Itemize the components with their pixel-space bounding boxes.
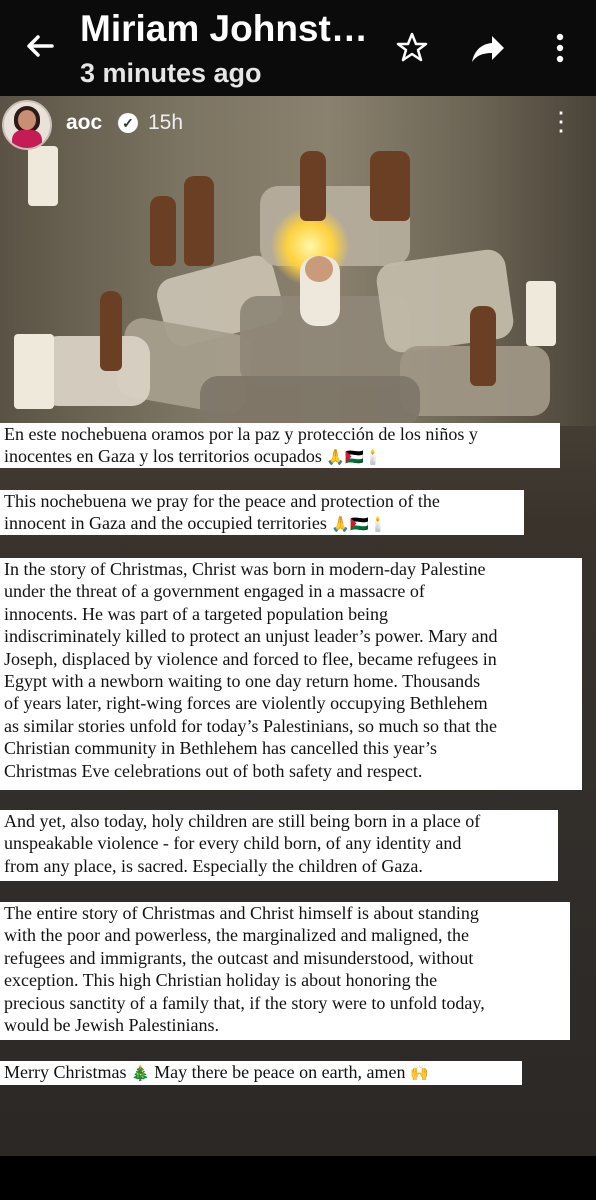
text-line: of years later, right-wing forces are violently occupying Bethlehem bbox=[4, 693, 488, 714]
text-box-story-of-christmas bbox=[0, 558, 582, 790]
text-line: This nochebuena we pray for the peace and protection of the bbox=[4, 491, 440, 511]
text-line: In the story of Christmas, Christ was born in modern-day Palestine bbox=[4, 559, 486, 579]
verified-badge-icon: ✓ bbox=[118, 113, 138, 133]
text-line: precious sanctity of a family that, if the story were to unfold today, bbox=[4, 992, 485, 1013]
text-line: inocentes en Gaza y los territorios ocupados 🙏🇵🇸🕯️ bbox=[4, 446, 383, 467]
text-line: Christmas Eve celebrations out of both safety and respect. bbox=[4, 760, 423, 781]
status-timestamp: 3 minutes ago bbox=[80, 58, 262, 88]
text-line: with the poor and powerless, the marginalized and maligned, the bbox=[4, 925, 470, 946]
text-line: refugees and immigrants, the outcast and misunderstood, without bbox=[4, 947, 474, 968]
text-box-english bbox=[0, 490, 524, 535]
text-line: Christian community in Bethlehem has cancelled this year’s bbox=[4, 738, 438, 759]
text-line: The entire story of Christmas and Christ himself is about standing bbox=[4, 903, 479, 923]
text-box-holy-children bbox=[0, 810, 558, 881]
text-span: May there be peace on earth, amen bbox=[154, 1062, 406, 1082]
nativity-photo bbox=[0, 96, 596, 426]
raised-hands-emoji-icon: 🙌 bbox=[410, 1064, 429, 1082]
pray-flag-candle-emoji-icon: 🙏🇵🇸🕯️ bbox=[331, 515, 388, 534]
text-line: innocents. He was part of a targeted population being bbox=[4, 603, 389, 624]
text-line: innocent in Gaza and the occupied territories 🙏🇵🇸🕯️ bbox=[4, 513, 388, 534]
bottom-bar bbox=[0, 1156, 596, 1200]
story-author[interactable]: aoc bbox=[66, 111, 103, 134]
text-box-poor-and-powerless bbox=[0, 902, 570, 1040]
text-line: from any place, is sacred. Especially the children of Gaza. bbox=[4, 855, 423, 876]
text-span: Merry Christmas bbox=[4, 1062, 127, 1082]
text-line: Egypt with a newborn waiting to one day return home. Thousands bbox=[4, 671, 481, 692]
text-line: unspeakable violence - for every child born, of any identity and bbox=[4, 833, 462, 854]
text-line: would be Jewish Palestinians. bbox=[4, 1015, 219, 1036]
text-line: indiscriminately killed to protect an unjust leader’s power. Mary and bbox=[4, 626, 498, 647]
back-arrow-icon[interactable] bbox=[22, 28, 58, 64]
christmas-tree-emoji-icon: 🎄 bbox=[130, 1064, 150, 1082]
text-line: And yet, also today, holy children are still being born in a place of bbox=[4, 811, 481, 831]
status-story[interactable] bbox=[0, 96, 596, 1156]
text-box-merry-christmas bbox=[0, 1061, 522, 1085]
story-more-icon[interactable]: ⋮ bbox=[548, 106, 574, 136]
text-line: Joseph, displaced by violence and forced to flee, became refugees in bbox=[4, 648, 497, 669]
avatar[interactable] bbox=[2, 100, 52, 150]
story-age: 15h bbox=[148, 111, 184, 134]
text-box-spanish bbox=[0, 423, 560, 468]
contact-name: Miriam Johnst… bbox=[80, 8, 368, 49]
pray-flag-candle-emoji-icon: 🙏🇵🇸🕯️ bbox=[326, 448, 383, 467]
more-vert-icon[interactable] bbox=[540, 28, 580, 68]
star-icon[interactable] bbox=[392, 28, 432, 68]
text-line: under the threat of a government engaged in a massacre of bbox=[4, 581, 425, 602]
status-top-bar bbox=[0, 0, 596, 96]
text-line: as similar stories unfold for today’s Palestinians, so much so that the bbox=[4, 715, 497, 736]
share-icon[interactable] bbox=[468, 28, 508, 68]
text-line: En este nochebuena oramos por la paz y protección de los niños y bbox=[4, 424, 478, 444]
text-line: exception. This high Christian holiday is about honoring the bbox=[4, 970, 438, 991]
